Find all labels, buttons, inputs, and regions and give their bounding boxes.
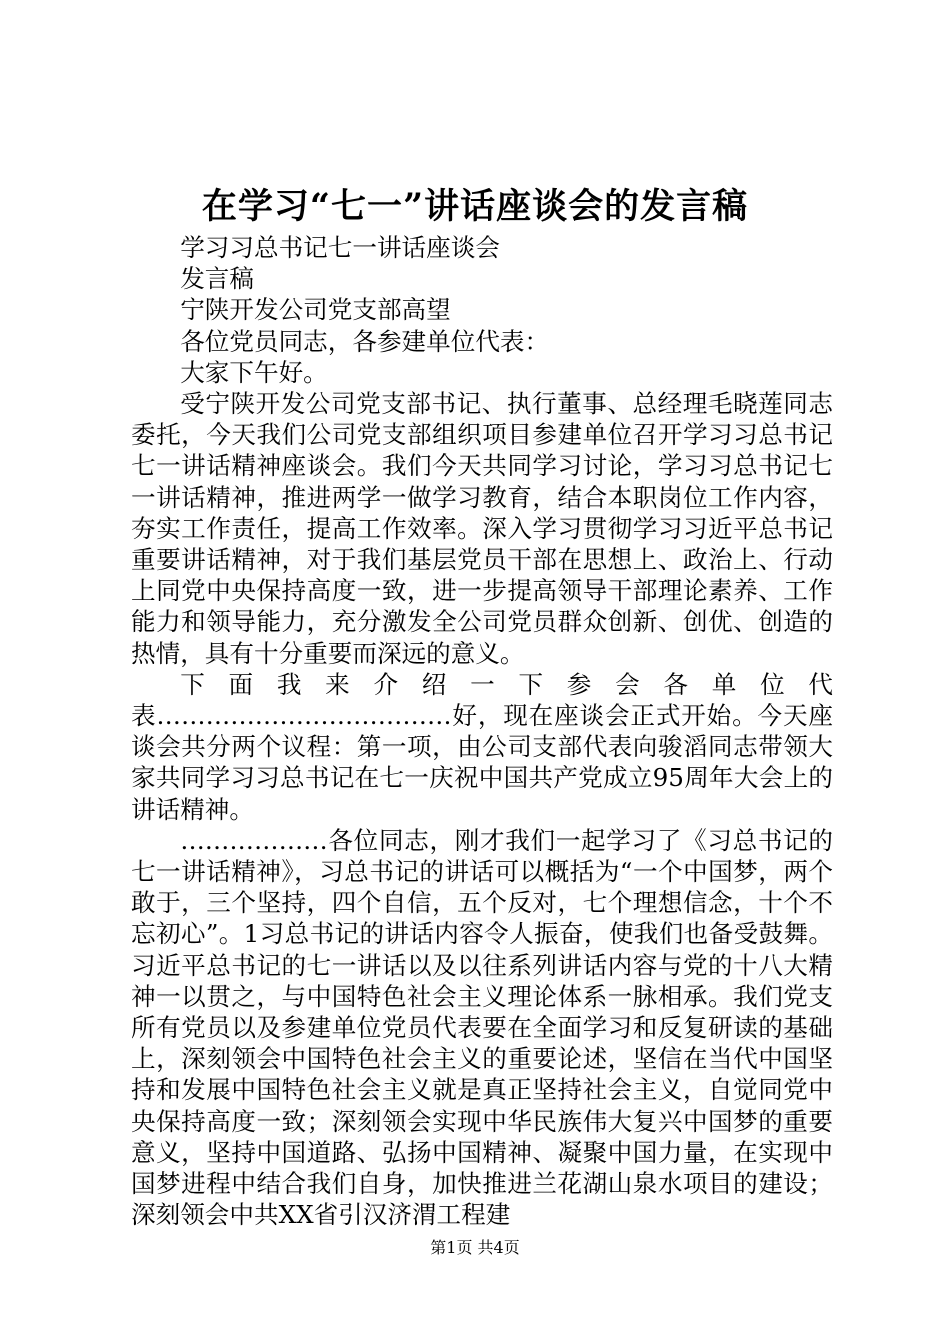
paragraph-author: 宁陕开发公司党支部高望: [180, 295, 451, 325]
paragraph-salutation: 各位党员同志，各参建单位代表：: [180, 326, 550, 356]
paragraph-intro: 受宁陕开发公司党支部书记、执行董事、总经理毛晓莲同志委托，今天我们公司党支部组织项目参建单位召开学习习总书记七一讲话精神座谈会。我们今天共同学习讨论，学习习总书记七一讲话精神，推进两学一做学习教育，结合本职岗位工作内容，夯实工作责任，提高工作效率。深入学习贯彻学习习近平总书记重要讲话精神，对于我们基层党员干部在思想上、政治上、行动上同党中央保持高度一致，进一步提高领导干部理论素养、工作能力和领导能力，充分激发全公司党员群众创新、创优、创造的热情，具有十分重要而深远的意义。: [131, 389, 833, 668]
document-title: 在学习“七一”讲话座谈会的发言稿: [201, 186, 749, 227]
paragraph-doc-type: 发言稿: [180, 264, 254, 294]
page-footer: 第1页 共4页: [430, 1238, 520, 1257]
paragraph-meeting-name: 学习习总书记七一讲话座谈会: [180, 233, 500, 262]
paragraph-agenda: 下面我来介绍一下参会各单位代表………………………………好，现在座谈会正式开始。今天座谈会共分两个议程：第一项，由公司支部代表向骏滔同志带领大家共同学习习总书记在七一庆祝中国共产党成立95周年大会上的讲话精神。: [131, 669, 833, 824]
document-body: [131, 232, 833, 1231]
paragraph-summary: ………………各位同志，刚才我们一起学习了《习总书记的七一讲话精神》，习总书记的讲话可以概括为“一个中国梦，两个敢于，三个坚持，四个自信，五个反对，七个理想信念，十个不忘初心”。1习总书记的讲话内容令人振奋，使我们也备受鼓舞。习近平总书记的七一讲话以及以往系列讲话内容与党的十八大精神一以贯之，与中国特色社会主义理论体系一脉相承。我们党支所有党员以及参建单位党员代表要在全面学习和反复研读的基础上，深刻领会中国特色社会主义的重要论述，坚信在当代中国坚持和发展中国特色社会主义就是真正坚持社会主义，自觉同党中央保持高度一致；深刻领会实现中华民族伟大复兴中国梦的重要意义，坚持中国道路、弘扬中国精神、凝聚中国力量，在实现中国梦进程中结合我们自身，加快推进兰花湖山泉水项目的建设；深刻领会中共XX省引汉济渭工程建: [131, 825, 833, 1230]
paragraph-greeting: 大家下午好。: [180, 357, 328, 387]
